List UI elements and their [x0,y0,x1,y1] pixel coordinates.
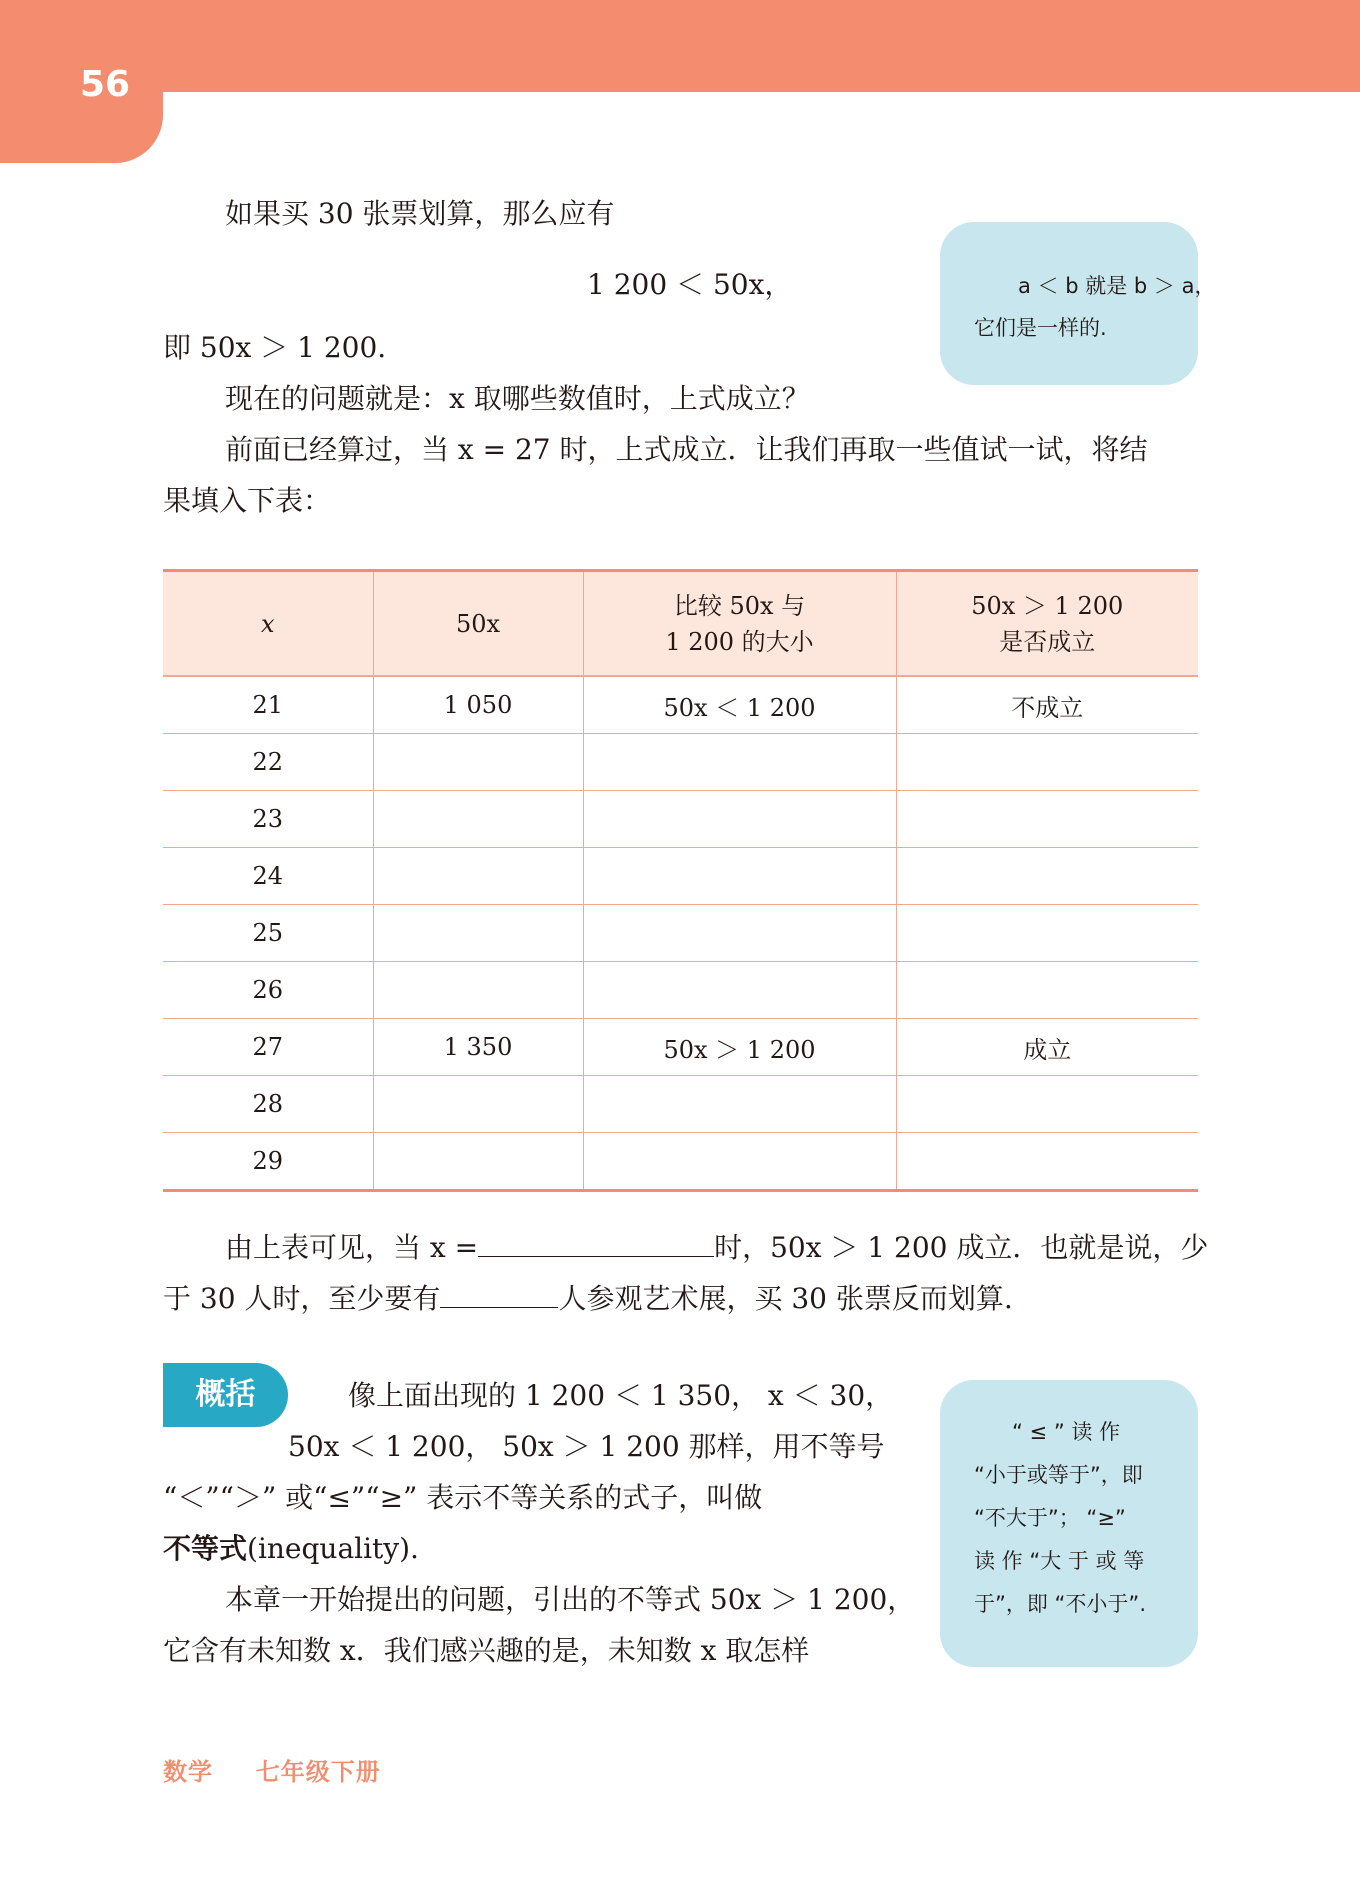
table-row: 28 [163,1076,1198,1133]
note-bubble-top [940,222,1216,385]
summary-badge: 概括 [163,1363,288,1427]
header-50x: 50x [373,571,583,677]
conclusion-line-2: 于 30 人时，至少要有 人参观艺术展，买 30 张票反而划算. [163,1271,1013,1324]
summary-line-1: 像上面出现的 1 200 ＜ 1 350， x ＜ 30， [348,1379,894,1412]
table-row: 21 1 050 50x ＜ 1 200 不成立 [163,676,1198,734]
table-header-row [163,571,1198,677]
table-row: 25 [163,905,1198,962]
footer-subject: 数学 [163,1758,213,1786]
header-holds: 50x ＞ 1 200 是否成立 [896,571,1198,677]
summary-line-2: 50x ＜ 1 200， 50x ＞ 1 200 那样，用不等号 [288,1430,885,1463]
results-table [163,569,1198,1192]
table-row: 22 [163,734,1198,791]
summary-line-4: 不等式(inequality). [163,1532,419,1565]
note-bubble-bottom [940,1380,1198,1667]
header-compare: 比较 50x 与 1 200 的大小 [583,571,896,677]
intro-paragraph-2: 即 50x ＞ 1 200. [163,331,387,364]
note-line-1: a ＜ b 就是 b ＞ a， [1018,274,1216,298]
header-band [0,0,1360,92]
term-inequality: 不等式 [163,1532,248,1565]
inequality-formula: 1 200 ＜ 50x， [587,268,793,301]
table-row: 26 [163,962,1198,1019]
note-line-2: 它们是一样的. [974,316,1107,340]
note-bottom-line-5: 于”，即 “不小于”. [974,1592,1146,1616]
table-row: 24 [163,848,1198,905]
note-bottom-line-4: 读 作 “大 于 或 等 [974,1549,1145,1573]
note-bottom-line-2: “小于或等于”，即 [974,1463,1143,1487]
note-bottom-line-3: “不大于”； “≥” [974,1506,1126,1530]
summary-line-5: 本章一开始提出的问题，引出的不等式 50x ＞ 1 200， [225,1583,916,1616]
intro-paragraph-1: 如果买 30 张票划算，那么应有 [225,197,615,230]
note-bottom-line-1: “ ≤ ” 读 作 [1012,1420,1121,1444]
summary-line-3: “＜”“＞” 或“≤”“≥” 表示不等关系的式子，叫做 [163,1481,763,1514]
intro-paragraph-3: 现在的问题就是：x 取哪些数值时，上式成立？ [225,382,810,415]
intro-paragraph-4-line-2: 果填入下表： [163,484,332,517]
table-row: 29 [163,1133,1198,1191]
footer-grade: 七年级下册 [255,1758,381,1786]
intro-paragraph-4-line-1: 前面已经算过，当 x = 27 时，上式成立．让我们再取一些值试一试，将结 [225,433,1148,466]
table-row: 23 [163,791,1198,848]
footer [163,1752,381,1787]
summary-line-6: 它含有未知数 x．我们感兴趣的是，未知数 x 取怎样 [163,1634,810,1667]
blank-x-range[interactable] [478,1220,714,1257]
table-row: 27 1 350 50x ＞ 1 200 成立 [163,1019,1198,1076]
conclusion-line-1: 由上表可见，当 x = 时，50x ＞ 1 200 成立．也就是说，少 [225,1220,1208,1273]
header-x: x [163,571,373,677]
blank-min-people[interactable] [440,1271,558,1308]
page-number: 56 [80,64,131,105]
